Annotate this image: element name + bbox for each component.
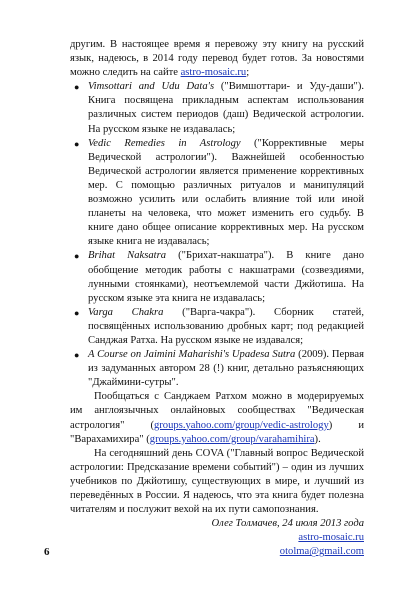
signature-email-link[interactable]: otolma@gmail.com (279, 546, 364, 558)
groups-text: ) и "Варахамихира" ( (70, 419, 364, 445)
vedic-astrology-group-link[interactable]: groups.yahoo.com/group/vedic-astrology (153, 419, 329, 431)
groups-paragraph (70, 390, 364, 446)
book-description: ("Коррективные меры Ведической астрологии"). Важнейшей особенностью Ведической астрологии является применение коррективных мер. С помощью различных ритуалов и манипуляций возможно усилить или ослабить влияние той или иной планеты на человека, что может изменить его судьбу. В книге дано общее описание коррективных мер. На русском языке книга не издавалась; (88, 137, 364, 248)
bullet-icon: ● (74, 251, 80, 262)
page-number: 6 (44, 546, 50, 558)
intro-text-end: ; (246, 67, 250, 79)
book-description: ("Вимшоттари- и Уду-даши"). Книга посвящена прикладным аспектам использования различных систем периодов (даш) Ведической астрологии. На русском языке не издавалась; (88, 81, 364, 135)
book-description: (2009). Первая из задуманных автором 28 (!) книг, детально разъясняющих "Джаймини-сутры". (88, 349, 364, 389)
book-description: ("Варга-чакра"). Сборник статей, посвящённых использованию дробных карт; под редакцией Санджая Ратха. На русском языке не издавался; (88, 306, 364, 346)
book-title: Varga Chakra (88, 306, 164, 318)
book-description: ("Брихат-накшатра"). В книге дано обобщение методик работы с накшатрами (созвездиями, лунными стоянками), неотъемлемой части Джйотиша. На русском языке эта книга не издавалась; (88, 250, 364, 304)
book-title: Vedic Remedies in Astrology (88, 137, 241, 149)
book-title: A Course on Jaimini Maharishi's Upadesa Sutra (88, 349, 296, 361)
list-item (70, 137, 364, 250)
bullet-icon: ● (74, 307, 80, 318)
list-item (70, 80, 364, 136)
groups-text-end: ). (314, 433, 321, 445)
cova-paragraph: На сегодняшний день COVA ("Главный вопрос Ведической астрологии: Предсказание времени событий") – один из лучших учебников по Джйотишу, существующих в мире, и лучший из переведённых в России. Я надеюсь, что эта книга будет полезна читателям и послужит вехой на их пути самопознания. (70, 447, 364, 516)
bullet-icon: ● (74, 82, 80, 93)
bullet-icon: ● (74, 350, 80, 361)
book-list (70, 80, 364, 390)
intro-site-link[interactable]: astro-mosaic.ru (180, 67, 247, 79)
book-title: Brihat Naksatra (88, 250, 167, 262)
groups-text: Пообщаться с Санджаем Ратхом можно в модерируемых им англоязычных онлайновых сообществах "Ведическая астрология" ( (70, 391, 364, 431)
signature-line: Олег Толмачев, 24 июля 2013 года (211, 518, 364, 530)
list-item (70, 249, 364, 305)
book-title: Vimsottari and Udu Data's (88, 81, 215, 93)
signature-block (70, 517, 364, 559)
list-item (70, 306, 364, 348)
list-item (70, 348, 364, 390)
signature-site-link[interactable]: astro-mosaic.ru (298, 532, 364, 544)
intro-paragraph (70, 38, 364, 80)
intro-text: другим. В настоящее время я перевожу эту книгу на русский язык, надеюсь, в 2014 году перевод будет готов. За новостями можно следить на сайте (70, 39, 364, 79)
varahamihira-group-link[interactable]: groups.yahoo.com/group/varahamihira (149, 433, 315, 445)
bullet-icon: ● (74, 138, 80, 149)
page-content (70, 38, 364, 559)
